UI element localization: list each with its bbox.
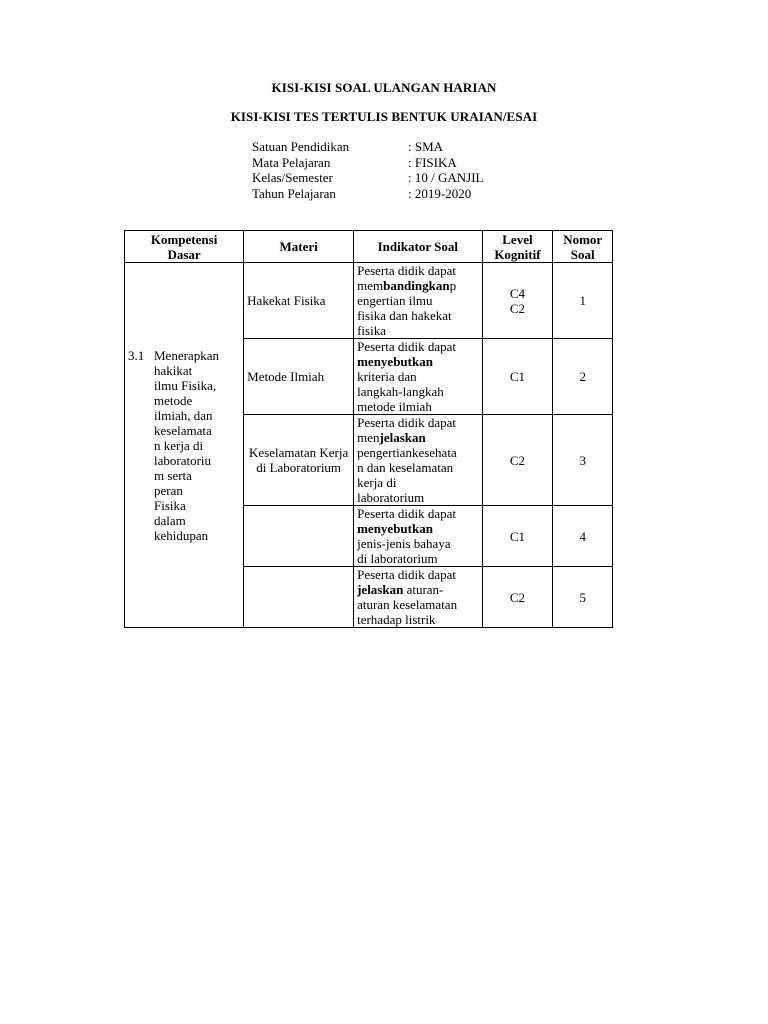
indikator-line: fisika dan hakekat (357, 308, 452, 323)
level-cell (482, 506, 553, 567)
indikator-keyword: bandingkan (383, 278, 450, 293)
level-cell (482, 415, 553, 506)
level-cell (482, 567, 553, 628)
header-text: Kognitif (494, 246, 541, 262)
indikator-keyword: menyebutkan (357, 521, 433, 536)
indikator-line: p (449, 278, 457, 293)
indikator-line: terhadap listrik (357, 612, 436, 627)
kd-line: peran (154, 482, 183, 498)
document-title: KISI-KISI SOAL ULANGAN HARIAN (271, 80, 497, 95)
kd-line: keselamata (154, 422, 212, 438)
nomor-cell: 2 (553, 339, 613, 415)
kd-number: 3.1 (128, 347, 145, 363)
indikator-line: engertian ilmu (357, 293, 433, 308)
kd-line: m serta (154, 467, 192, 483)
indikator-line: Peserta didik dapat (357, 415, 457, 430)
indikator-line: metode ilmiah (357, 399, 432, 414)
kd-line: laboratoriu (154, 452, 212, 468)
nomor-cell: 5 (553, 567, 613, 628)
level-value: C2 (509, 452, 526, 468)
level-value: C2 (509, 589, 526, 605)
level-cell (482, 263, 553, 339)
level-value: C1 (509, 528, 526, 544)
indikator-line: Peserta didik dapat (357, 339, 457, 354)
kd-line: ilmu Fisika, (154, 377, 217, 393)
indikator-cell (354, 263, 482, 339)
materi-cell (244, 506, 354, 567)
header-text: Kompetensi (150, 231, 218, 247)
indikator-line: men (357, 430, 380, 445)
indikator-line: pengertiankesehata (357, 445, 457, 460)
indikator-line: mem (357, 278, 384, 293)
indikator-line: kerja di (357, 475, 397, 490)
info-label: Tahun Pelajaran (252, 185, 336, 201)
indikator-line: di laboratorium (357, 551, 438, 566)
indikator-cell (354, 567, 482, 628)
materi-cell: Metode Ilmiah (244, 339, 354, 415)
kd-line: ilmiah, dan (154, 407, 213, 423)
nomor-cell: 4 (553, 506, 613, 567)
header-indikator: Indikator Soal (354, 231, 482, 263)
info-row-tahun (252, 186, 483, 202)
table-row (125, 263, 613, 339)
indikator-keyword: menyebutkan (357, 354, 433, 369)
header-text: Dasar (167, 246, 201, 262)
nomor-cell: 3 (553, 415, 613, 506)
level-cell (482, 339, 553, 415)
level-value: C1 (509, 369, 526, 384)
info-value: : 2019-2020 (408, 185, 472, 201)
materi-cell (244, 567, 354, 628)
kd-line: Menerapkan (154, 347, 219, 363)
indikator-cell (354, 339, 482, 415)
header-text: Soal (570, 246, 595, 262)
indikator-line: aturan- (403, 582, 444, 597)
header-text: Nomor (563, 231, 603, 247)
kd-line: dalam (154, 512, 186, 528)
level-value: C2 (509, 300, 526, 316)
kd-line: Fisika (154, 497, 186, 513)
kd-text (154, 348, 240, 543)
info-row-satuan (252, 139, 483, 155)
indikator-cell (354, 415, 482, 506)
info-value: : SMA (408, 139, 444, 154)
info-value: : 10 / GANJIL (408, 170, 484, 185)
kisi-table (124, 230, 613, 628)
indikator-keyword: jelaskan (379, 430, 426, 445)
materi-cell: Keselamatan Kerja di Laboratorium (244, 415, 354, 506)
kd-line: n kerja di (154, 437, 204, 453)
header-level (482, 231, 553, 263)
info-label: Mata Pelajaran (252, 154, 331, 170)
header-kompetensi-dasar (125, 231, 244, 263)
info-label: Satuan Pendidikan (252, 139, 350, 154)
header-materi: Materi (244, 231, 354, 263)
info-row-mapel (252, 155, 483, 171)
indikator-keyword: jelaskan (357, 582, 404, 597)
kompetensi-dasar-cell (125, 263, 244, 628)
indikator-line: aturan keselamatan (357, 597, 458, 612)
indikator-line: n dan keselamatan (357, 460, 454, 475)
info-label: Kelas/Semester (252, 170, 333, 185)
indikator-line: fisika (357, 323, 386, 338)
materi-cell: Hakekat Fisika (244, 263, 354, 339)
header-nomor (553, 231, 613, 263)
kd-line: hakikat (154, 362, 193, 378)
indikator-line: Peserta didik dapat (357, 263, 457, 278)
header-text: Level (502, 231, 533, 247)
indikator-line: kriteria dan (357, 369, 417, 384)
document-subtitle: KISI-KISI TES TERTULIS BENTUK URAIAN/ESAI (230, 109, 538, 124)
level-value: C4 (509, 285, 526, 301)
identity-block (252, 139, 483, 201)
indikator-line: jenis-jenis bahaya (357, 536, 451, 551)
indikator-cell (354, 506, 482, 567)
kd-line: metode (154, 392, 193, 408)
info-value: : FISIKA (408, 154, 457, 170)
kd-line: kehidupan (154, 527, 209, 543)
indikator-line: Peserta didik dapat (357, 506, 457, 521)
indikator-line: Peserta didik dapat (357, 567, 457, 582)
indikator-line: laboratorium (357, 490, 425, 505)
nomor-cell: 1 (553, 263, 613, 339)
indikator-line: langkah-langkah (357, 384, 444, 399)
info-row-kelas (252, 170, 483, 186)
table-header-row (125, 231, 613, 263)
